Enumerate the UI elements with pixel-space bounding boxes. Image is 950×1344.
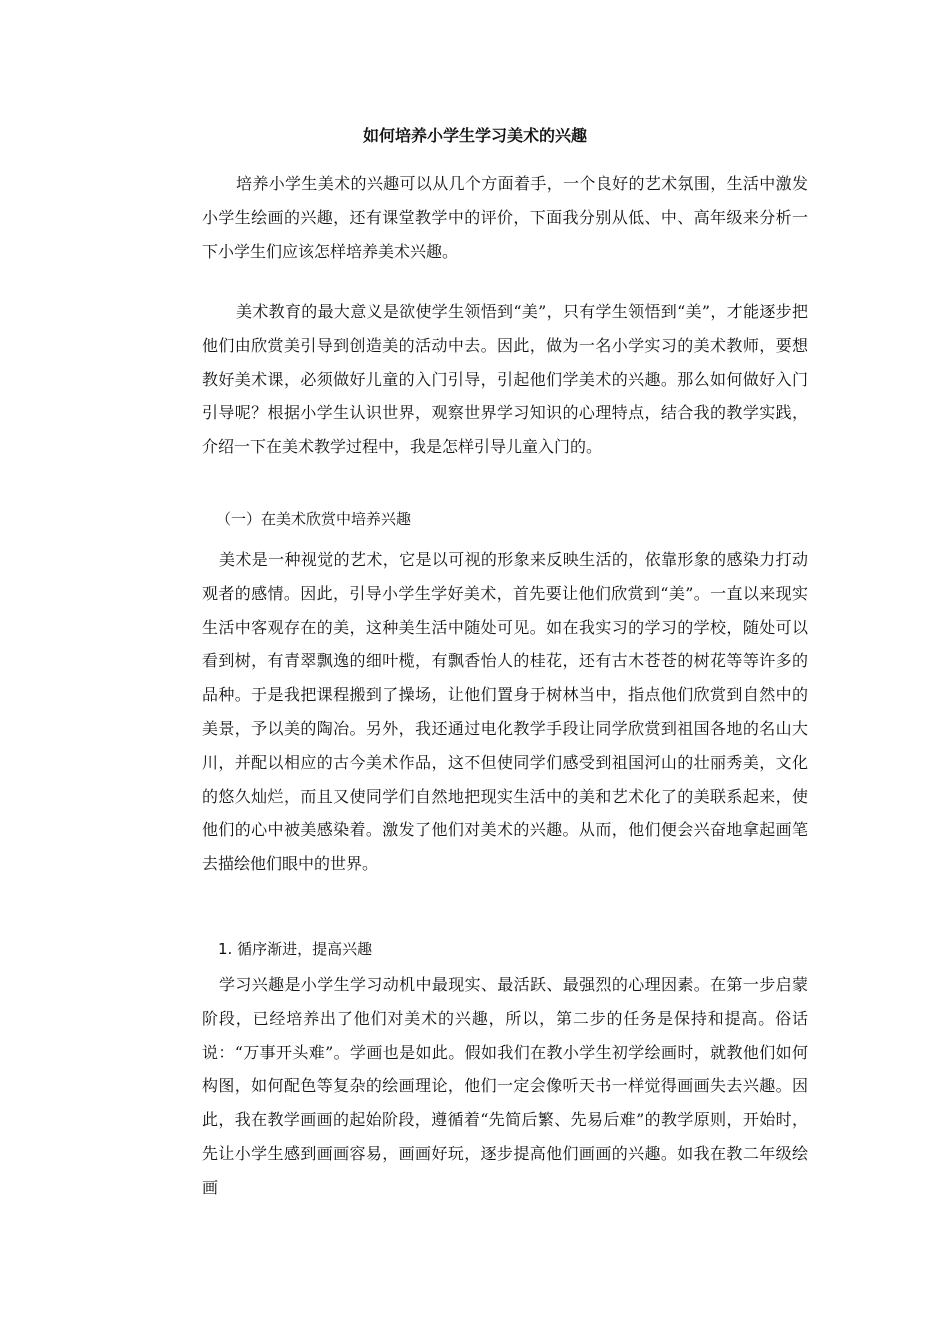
document-title: 如何培养小学生学习美术的兴趣 bbox=[362, 126, 587, 145]
paragraph-meaning: 美术教育的最大意义是欲使学生领悟到“美”，只有学生领悟到“美”，才能逐步把他们由欣赏美引导到创造美的活动中去。因此，做为一名小学实习的美术教师，要想教好美术课，必须做好儿童的入门引导，引起他们学美术的兴趣。那么如何做好入门引导呢？根据小学生认识世界，观察世界学习知识的心理特点，结合我的教学实践，介绍一下在美术教学过程中，我是怎样引导儿童入门的。 bbox=[202, 302, 808, 457]
paragraph-gradual: 学习兴趣是小学生学习动机中最现实、最活跃、最强烈的心理因素。在第一步启蒙阶段，已经培养出了他们对美术的兴趣，所以，第二步的任务是保持和提高。俗话说：“万事开头难”。学画也是如此。假如我们在教小学生初学绘画时，就教他们如何构图，如何配色等复杂的绘画理论，他们一定会像听天书一样觉得画画失去兴趣。因此，我在教学画画的起始阶段，遵循着“先简后繁、先易后难”的教学原则，开始时，先让小学生感到画画容易，画画好玩，逐步提高他们画画的兴趣。如我在教二年级绘画 bbox=[202, 975, 808, 1197]
paragraph-intro: 培养小学生美术的兴趣可以从几个方面着手，一个良好的艺术氛围，生活中激发小学生绘画的兴趣，还有课堂教学中的评价，下面我分别从低、中、高年级来分析一下小学生们应该怎样培养美术兴趣。 bbox=[202, 174, 808, 261]
section-heading: （一）在美术欣赏中培养兴趣 bbox=[216, 510, 412, 528]
paragraph-appreciation: 美术是一种视觉的艺术，它是以可视的形象来反映生活的，依靠形象的感染力打动观者的感情。因此，引导小学生学好美术，首先要让他们欣赏到“美”。一直以来现实生活中客观存在的美，这种美生活中随处可见。如在我实习的学习的学校，随处可以看到树，有青翠飘逸的细叶榄，有飘香怡人的桂花，还有古木苍苍的树花等等许多的品种。于是我把课程搬到了操场，让他们置身于树林当中，指点他们欣赏到自然中的美景，予以美的陶冶。另外，我还通过电化教学手段让同学欣赏到祖国各地的名山大川，并配以相应的古今美术作品，这不但使同学们感受到祖国河山的壮丽秀美，文化的悠久灿烂，而且又使同学们自然地把现实生活中的美和艺术化了的美联系起来，使他们的心中被美感染着。激发了他们对美术的兴趣。从而，他们便会兴奋地拿起画笔去描绘他们眼中的世界。 bbox=[202, 550, 808, 874]
subsection-heading: 1. 循序渐进，提高兴趣 bbox=[218, 940, 373, 958]
